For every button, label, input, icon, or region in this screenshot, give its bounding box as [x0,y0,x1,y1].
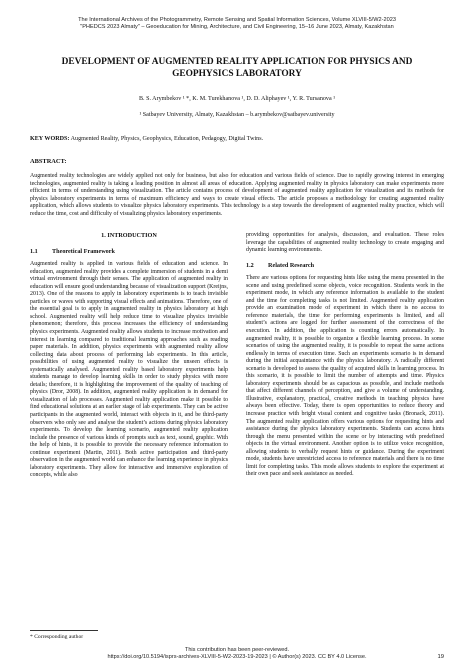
section-heading-introduction: 1. INTRODUCTION [101,232,157,239]
header-line-1: The International Archives of the Photogrammetry, Remote Sensing and Spatial Information Sciences, Volume XLVIII-5/W2-2023 [78,17,396,23]
related-research-paragraph: There are various options for requesting hints like using the menu presented in the scene and using predefined scene objects, voice recognition. Students work in the experiment mode, in which any reference information is available to the student and the time for completing tasks is not limited. Augmented reality application provide an examination mode of experiment in which there is no access to reference materials, the time for performing experiments is limited, and all student’s actions are logged for further assessment of the correctness of the execution. In addition, the application is counting errors automatically. In augmented reality, it is possible to organize a flexible learning process. In some scenarios of using the augmented reality, it is possible to repeat the same actions endlessly in terms of execution time. Such an experiments scenario is in demand during the initial acquaintance with the physics laboratory. A radically different scenario is developed to assess the quality of acquired skills in learning process. In this scenario, it is possible to limit the number of attempts and time. Physics laboratory experiments should be as capacious as possible, and include methods that affect different channels of perception, and give a volume of understanding. Illustrative, explanatory, practical, creative methods in teaching physics have always been effective. Today, there is open opportunities to reduce theory and increase practice with bright visual content and cognitive tasks (Bronack, 2011). The augmented reality application offers various options for requesting hints and assistance during the physics laboratory experiments. Students can access hints through the menu presented within the scene or by interacting with predefined objects in the virtual environment. Another option is to utilize voice recognition, allowing students to verbally request hints or guidance. During the experiment mode, students have unrestricted access to reference materials and there is no time limit for completing tasks. This mode allows students to explore the experiment at their own pace and seek assistance as needed. [246,275,444,478]
page-footer [30,647,444,661]
title-line-2: GEOPHYSICS LABORATORY [172,69,302,79]
subsection-heading-1-1 [30,248,228,256]
abstract-text: Augmented reality technologies are widely applied not only for business, but also for education and various fields of science. Due to rapidly growing interest in emerging technologies, augmented reality is taking a leading position in almost all areas of education. Applying augmented reality in physics laboratory can make experiments more efficient in terms of understanding using visualization. The article contains process of development of augmented reality application for visualization and its methods for physics laboratory experiments in terms of maximum efficiency and ways to create visual effects. The article proposes a methodology for creating augmented reality application, which allows students to visualize physics laboratory experiments. This technology is a step towards the development of augmented reality practice, which will reduce the time, cost and difficulty of visualizing physics laboratory experiments. [30,173,444,217]
page-number: 19 [437,654,444,660]
subsection-number: 1.2 [246,261,254,269]
footer-doi-link[interactable]: https://doi.org/10.5194/isprs-archives-XLVIII-5-W2-2023-19-2023 | © Author(s) 2023. CC BY 4.0 License. [107,654,367,661]
running-header [30,17,444,32]
keywords-text: Augmented Reality, Physics, Geophysics, Education, Pedagogy, Digital Twins. [69,136,264,142]
subsection-title: Theoretical Framework [52,247,115,255]
footnote-rule [30,630,98,631]
continuation-paragraph: providing opportunities for analysis, discussion, and evaluation. These roles leverage the capabilities of augmented reality technology to create engaging and dynamic learning environments. [246,232,444,254]
author-list: B. S. Arymbekov ¹ *, K. M. Turekhanova ¹, D. D. Aliphayev ¹, Y. R. Tursanova ¹ [138,96,336,102]
footnote: * Corresponding author [30,634,84,640]
keywords [30,136,444,142]
abstract-heading: ABSTRACT: [30,158,67,165]
subsection-heading-1-2 [246,262,444,270]
subsection-title: Related Research [268,261,315,269]
header-line-2: "PHEDCS 2023 Almaty" – Geoeducation for Mining, Architecture, and Civil Engineering, 15–16 June 2023, Almaty, Kazakhstan [80,24,394,31]
affiliation: ¹ Satbayev University, Almaty, Kazakhstan – b.arymbekov@satbayev.university [139,112,335,118]
keywords-label: KEY WORDS: [30,136,70,142]
introduction-paragraph: Augmented reality is applied in various fields of education and science. In education, augmented reality provides a complete immersion of students in a demi virtual environment through their senses. The application of augmented reality in education will ensure good understanding because of visualization support (Kreijns, 2013). One of the reasons to apply in laboratory experiments is to teach invisible particles or waves with supporting visual effects and animations. Therefore, one of the essential goal is to apply in augmented reality in physics laboratory at high school. Augmented reality will help reduce time to visualize physics invisible phenomenon; therefore, this process increases the efficiency of understanding physics experiments. Augmented reality allows students to increase motivation and interest in learning compared to traditional learning approaches such as reading paper materials. In addition, physics experiments with augmented reality allow collecting data about process of performing lab experiments. In this article, possibilities of using augmented reality to visualize the unseen effects is systematically analysed. Augmented reality based laboratory experiments help students manage to develop learning skills in order to study physics with more details; therefore, it is highlighting the improvement of the quality of teaching of physics (Dror, 2008). In addition, augmented reality application is in demand for visualization of lab processes. Augmented reality application make it possible to find educational solutions at an earlier stage of lab experiments. They can be active participants in the augmented world, interact with objects in it, and be third-party observers who only see and analyse the student’s actions during physics laboratory experiments. To develop the learning scenario, augmented reality application include the presence of various kinds of prompts such as text, sound, graphic. With the help of hints, it is possible to provide the necessary reference information to continue experiment (Martin, 2011). Both active participation and third-party observation in the augmented world can enhance the learning experience in physics laboratory experiments. They allow for interactive and immersive exploration of concepts, while also [30,261,228,479]
subsection-number: 1.1 [30,247,38,255]
left-column [30,232,228,480]
right-column [246,232,444,479]
footer-line-1: This contribution has been peer-reviewed. [184,647,290,653]
paper-title [40,56,434,80]
title-line-1: DEVELOPMENT OF AUGMENTED REALITY APPLICATION FOR PHYSICS AND [61,57,413,67]
